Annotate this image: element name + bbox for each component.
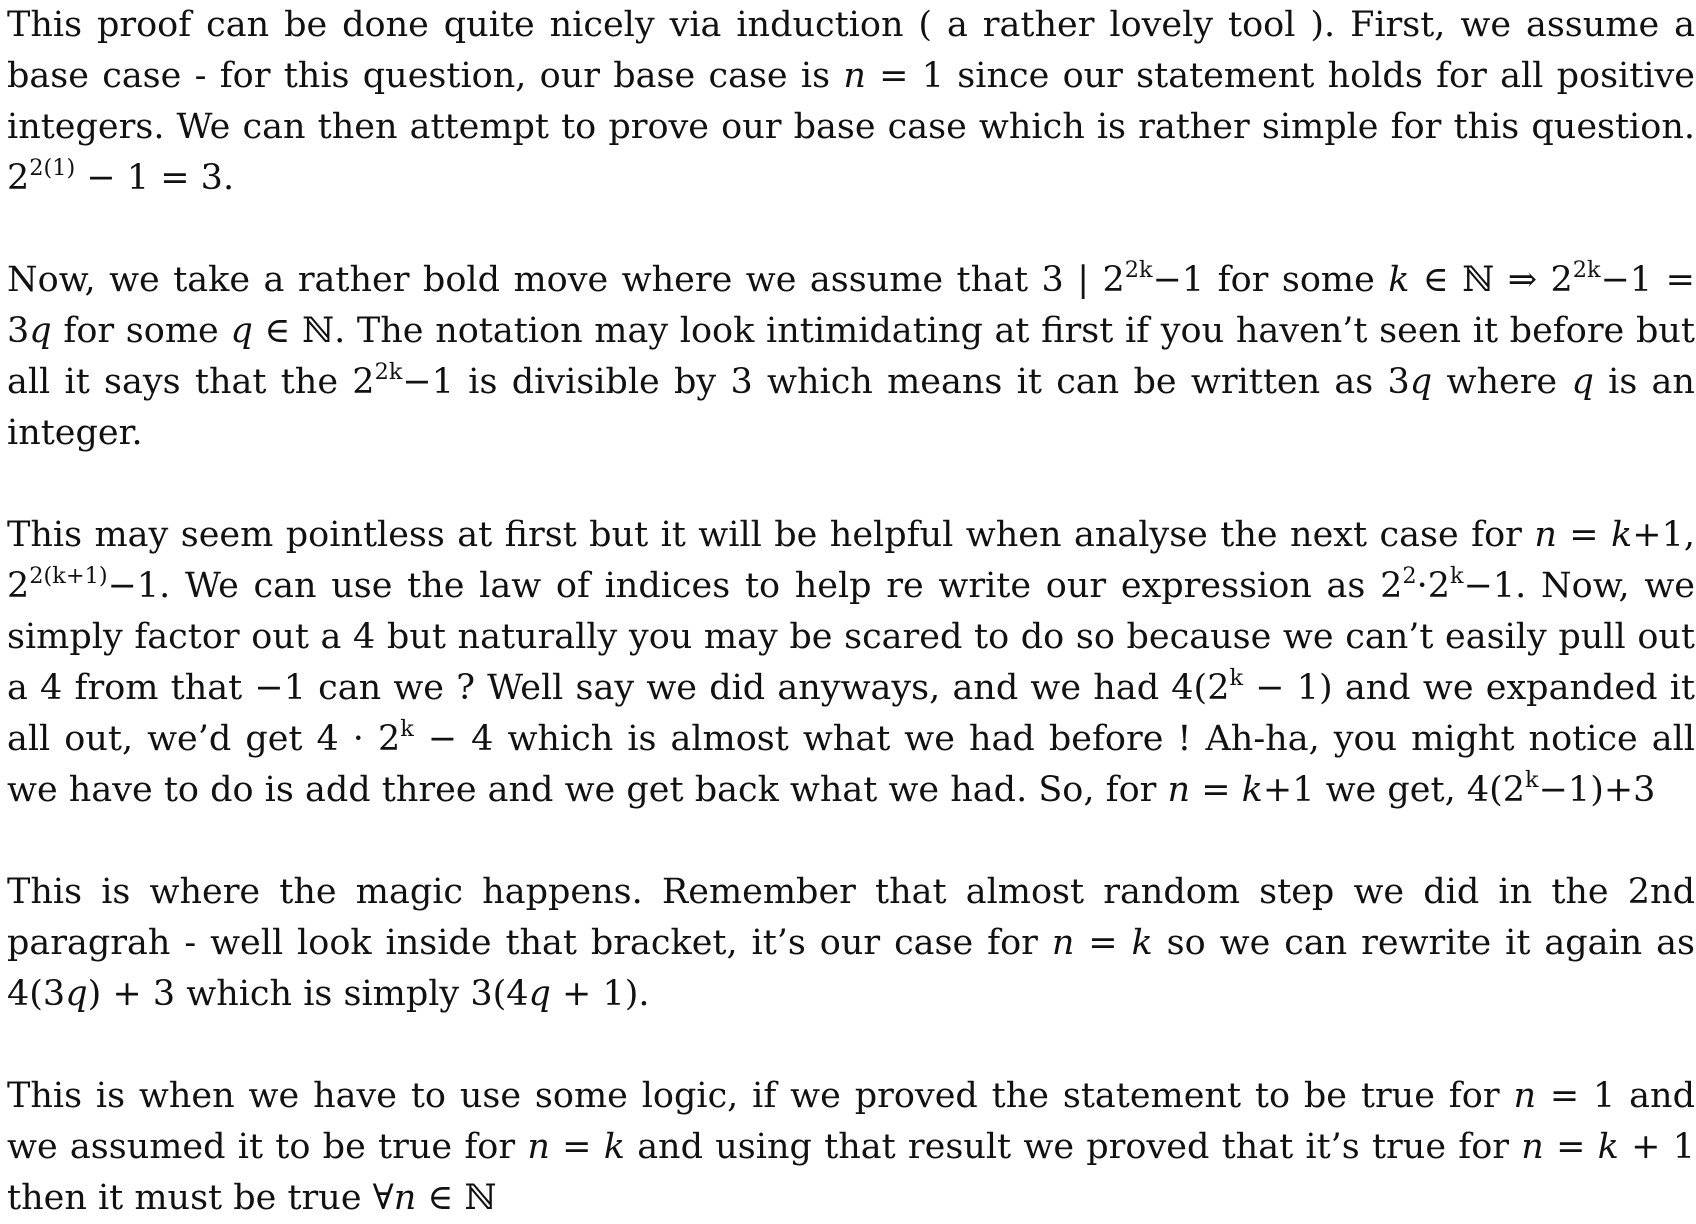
math-var: q xyxy=(1409,362,1433,402)
math-exponent: 2 xyxy=(1402,563,1417,590)
math-var: q xyxy=(29,311,52,351)
math-var: k xyxy=(1597,1127,1619,1167)
paragraph-magic xyxy=(7,867,1695,1020)
math-var: k xyxy=(1131,923,1153,963)
text-run: = xyxy=(1556,515,1612,555)
math-exponent: k xyxy=(1450,563,1464,590)
text-run: This may seem pointless at first but it will be helpful when analyse the next case for xyxy=(7,515,1522,555)
paragraph-gap xyxy=(7,204,1695,255)
text-run: −1. Now, we simply factor out a 4 but naturally you may be scared to do so because we can’t easily pull out a 4 from that −1 can we ? Well say we did anyways, and we had 4(2 xyxy=(7,566,1695,708)
math-exponent: 2k xyxy=(374,359,403,386)
text-run: +1 we get, 4(2 xyxy=(1262,770,1526,810)
text-run: and using that result we proved that it’s true for xyxy=(637,1127,1510,1167)
text-run: + 1). xyxy=(550,974,650,1014)
math-var: q xyxy=(528,974,551,1014)
text-run: is an integer. xyxy=(7,362,1695,453)
text-run: so we can rewrite it again as 4(3 xyxy=(7,923,1695,1014)
text-run: where xyxy=(1446,362,1558,402)
text-run: + 1 then it must be true ∀ xyxy=(7,1127,1695,1218)
math-var: n xyxy=(1167,770,1191,810)
math-var: q xyxy=(230,311,253,351)
text-run: = xyxy=(1074,923,1132,963)
paragraph-conclusion xyxy=(7,1071,1695,1224)
text-run: = 1 since our statement holds for all positive integers. We can then attempt to prove our base case which is rather simple for this question. xyxy=(7,56,1695,147)
text-run: This is when we have to use some logic, if we proved the statement to be true for xyxy=(7,1076,1500,1116)
text-run: −1. We can use the law of indices to help re write our expression as 2 xyxy=(107,566,1403,606)
text-run: − 1 = 3. xyxy=(75,158,235,198)
math-exponent: k xyxy=(1229,665,1244,692)
paragraph-gap xyxy=(7,816,1695,867)
math-exponent: 2(1) xyxy=(29,155,76,182)
text-run: −1 = 3 xyxy=(7,260,1695,351)
math-var: n xyxy=(1051,923,1075,963)
text-run: Now, we take a rather bold move where we assume that 3 | 2 xyxy=(7,260,1125,300)
math-var: k xyxy=(603,1127,625,1167)
text-run: = xyxy=(1190,770,1242,810)
text-run: = xyxy=(549,1127,604,1167)
paragraph-gap xyxy=(7,1020,1695,1071)
text-run: −1 for some xyxy=(1152,260,1375,300)
math-exponent: k xyxy=(400,716,414,743)
math-exponent: k xyxy=(1525,767,1539,794)
text-run: ) + 3 which is simply 3(4 xyxy=(87,974,529,1014)
math-expression xyxy=(7,155,235,198)
text-run: = xyxy=(1543,1127,1598,1167)
math-var: n xyxy=(843,56,866,96)
text-run: − 4 which is almost what we had before ! Ah-ha, you might notice all we have to do is add three and we get back what we had. So, for xyxy=(7,719,1695,810)
text-run: This proof can be done quite nicely via induction ( a rather lovely tool ). First, we assume a base case - for this question, our base case is xyxy=(7,5,1695,96)
math-var: n xyxy=(1534,515,1557,555)
text-run: ∈ ℕ. The notation may look intimidating at first if you haven’t seen it before but all it says that the 2 xyxy=(7,311,1695,402)
text-run: ∈ ℕ ⇒ 2 xyxy=(1422,260,1573,300)
math-exponent: 2(k+1) xyxy=(29,563,108,590)
text-run: −1 is divisible by 3 which means it can be written as 3 xyxy=(402,362,1410,402)
math-var: n xyxy=(1521,1127,1544,1167)
math-var: n xyxy=(527,1127,550,1167)
text-run: = 1 and we assumed it to be true for xyxy=(7,1076,1695,1167)
paragraph-assumption xyxy=(7,255,1695,459)
math-var: n xyxy=(393,1178,417,1218)
text-run: This is where the magic happens. Remember that almost random step we did in the 2nd paragrah - well look inside that bracket, it’s our case for xyxy=(7,872,1695,963)
paragraph-base-case xyxy=(7,0,1695,204)
text-run: −1)+3 xyxy=(1538,770,1656,810)
text-run: ∈ ℕ xyxy=(416,1178,497,1218)
math-var: k xyxy=(1241,770,1263,810)
math-exponent: 2k xyxy=(1124,257,1153,284)
math-var: q xyxy=(65,974,88,1014)
text-run: for some xyxy=(63,311,219,351)
math-var: n xyxy=(1513,1076,1536,1116)
text-run: ·2 xyxy=(1416,566,1450,606)
math-var: k xyxy=(1388,260,1410,300)
math-exponent: 2k xyxy=(1572,257,1601,284)
paragraph-gap xyxy=(7,459,1695,510)
text-run: − 1) and we expanded it all out, we’d get 4 · 2 xyxy=(7,668,1695,759)
math-var: k xyxy=(1611,515,1633,555)
document-page xyxy=(7,0,1695,1224)
math-base: 2 xyxy=(7,158,30,198)
paragraph-inductive-step xyxy=(7,510,1695,816)
math-var: q xyxy=(1571,362,1594,402)
text-run: +1, 2 xyxy=(7,515,1695,606)
